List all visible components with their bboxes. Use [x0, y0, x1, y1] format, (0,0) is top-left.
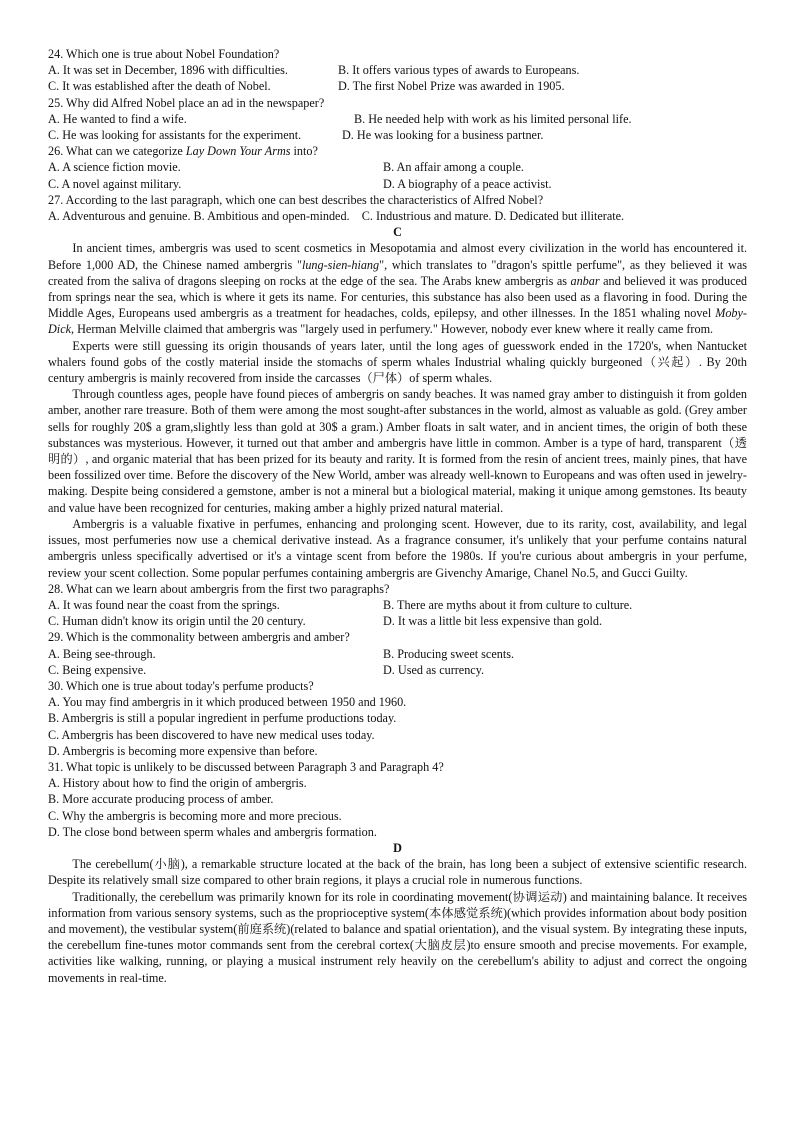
option: C. He was looking for assistants for the experiment. — [48, 128, 302, 143]
option: C. Why the ambergris is becoming more and more precious. — [48, 808, 342, 823]
section-c-heading: C — [393, 225, 402, 240]
option: B. Producing sweet scents. — [383, 646, 514, 661]
question-25-options-row — [48, 111, 747, 127]
question-27-options: A. Adventurous and genuine. B. Ambitious and open-minded. C. Industrious and mature. D. Dedicated but illiterate. — [48, 209, 625, 224]
section-d-heading: D — [393, 840, 402, 855]
question-26-options-row — [48, 159, 747, 175]
option: C. Ambergris has been discovered to have new medical uses today. — [48, 727, 375, 742]
question-26-stem: 26. What can we categorize Lay Down Your Arms into? — [48, 144, 318, 159]
question-25-stem: 25. Why did Alfred Nobel place an ad in the newspaper? — [48, 95, 325, 110]
option: D. The close bond between sperm whales and ambergris formation. — [48, 824, 377, 839]
option: B. An affair among a couple. — [383, 160, 524, 175]
option: A. You may find ambergris in it which produced between 1950 and 1960. — [48, 695, 407, 710]
passage-c-paragraph-3: Through countless ages, people have found pieces of ambergris on sandy beaches. It was named gray amber to distinguish it from golden amber, another rare treasure. Both of them were among the most sought-after substances in the world, almost as valuable as gold. (Grey amber sells for roughly 20$ a gram,slightly less than gold at 30$ a gram.) Amber floats in salt water, and in ancient times, the origin of both these substances was mysterious. However, it turned out that amber and ambergris have little in common. Amber is a type of hard, transparent（透明的）, and organic material that has been prized for its beauty and rarity. It is formed from the resin of ancient trees, mainly pines, that have been fossilized over time. Before the discovery of the New World, amber was already well-known to Europeans and was often used in jewelry-making. Despite being considered a gemstone, amber is not a mineral but a biological material, making it unique among gemstones. Its beauty and value have been recognized for centuries, making amber a highly prized natural material. — [48, 387, 747, 515]
question-28-options-row — [48, 613, 747, 629]
passage-c-paragraph-2: Experts were still guessing its origin thousands of years later, until the long ages of guesswork ended in the 1720's, when Nantucket whalers found gobs of the costly material inside the stomachs of sperm whales Industrial whaling quickly burgeoned（兴起）. By 20th century ambergris is mainly recovered from inside the carcasses（尸体）of sperm whales. — [48, 338, 747, 386]
question-29-options-row — [48, 646, 747, 662]
question-29-options-row — [48, 662, 747, 678]
question-29-stem: 29. Which is the commonality between ambergris and amber? — [48, 630, 350, 645]
option: C. A novel against military. — [48, 176, 182, 191]
question-25-options-row — [48, 127, 747, 143]
question-27-stem: 27. According to the last paragraph, which one can best describes the characteristics of Alfred Nobel? — [48, 192, 544, 207]
option: A. Being see-through. — [48, 646, 156, 661]
option: A. He wanted to find a wife. — [48, 111, 187, 126]
option: B. More accurate producing process of amber. — [48, 792, 274, 807]
option: B. It offers various types of awards to Europeans. — [338, 63, 580, 78]
passage-c-paragraph-4: Ambergris is a valuable fixative in perfumes, enhancing and prolonging scent. However, due to its rarity, cost, availability, and legal issues, most perfumeries now use a chemical derivative instead. As a fragrance consumer, it's unlikely that your perfume contains natural ambergris unless specifically advertised or it's a vintage scent from before the 1980s. If you're curious about ambergris in your perfume, review your scent collection. Some popular perfumes containing ambergris are Givenchy Amarige, Chanel No.5, and Gucci Guilty. — [48, 516, 747, 580]
option: C. It was established after the death of Nobel. — [48, 79, 271, 94]
option: D. It was a little bit less expensive than gold. — [383, 614, 602, 629]
option: A. History about how to find the origin of ambergris. — [48, 776, 307, 791]
question-24-options-row — [48, 62, 747, 78]
option: C. Being expensive. — [48, 662, 147, 677]
option: C. Human didn't know its origin until the 20 century. — [48, 614, 306, 629]
option: B. He needed help with work as his limited personal life. — [354, 111, 632, 126]
option: D. The first Nobel Prize was awarded in 1905. — [338, 79, 565, 94]
question-28-stem: 28. What can we learn about ambergris from the first two paragraphs? — [48, 581, 390, 596]
option: A. It was found near the coast from the springs. — [48, 597, 280, 612]
question-24-stem: 24. Which one is true about Nobel Foundation? — [48, 47, 280, 61]
passage-d-paragraph-2: Traditionally, the cerebellum was primarily known for its role in coordinating movement(协调运动) and maintaining balance. It receives information from various sensory systems, such as the proprioceptive system(本体感觉系统)(which provides information about body position and movement), the vestibular system(前庭系统)(related to balance and spatial orientation), and the visual system. By integrating these inputs, the cerebellum fine-tunes motor commands sent from the cerebral cortex(大脑皮层)to ensure smooth and precise movements. For example, activities like walking, running, or playing a musical instrument rely heavily on the cerebellum's ability to adjust and correct the ongoing movements in real-time. — [48, 889, 747, 985]
question-30-stem: 30. Which one is true about today's perfume products? — [48, 678, 314, 693]
option: D. A biography of a peace activist. — [383, 176, 552, 191]
passage-c-paragraph-1: In ancient times, ambergris was used to scent cosmetics in Mesopotamia and almost every civilization in the world has encountered it. Before 1,000 AD, the Chinese named ambergris "lung-sien-hiang", which translates to "dragon's spittle perfume", as they believed it was created from the saliva of dragons sleeping on rocks at the edge of the sea. The Arabs knew ambergris as anbar and believed it was produced from springs near the sea, which is where it gets its name. For centuries, this substance has also been used as a flavoring in food. During the Middle Ages, Europeans used ambergris as a treatment for headaches, colds, epilepsy, and other illnesses. In the 1851 whaling novel Moby-Dick, Herman Melville claimed that ambergris was "largely used in perfumery." However, nobody ever knew where it really came from. — [48, 241, 748, 337]
question-28-options-row — [48, 597, 747, 613]
option: B. Ambergris is still a popular ingredient in perfume productions today. — [48, 711, 397, 726]
question-26-options-row — [48, 176, 747, 192]
option: A. A science fiction movie. — [48, 160, 181, 175]
passage-d-paragraph-1: The cerebellum(小脑), a remarkable structure located at the back of the brain, has long been a subject of extensive scientific research. Despite its relatively small size compared to other brain regions, it plays a crucial role in numerous functions. — [48, 857, 747, 888]
option: A. It was set in December, 1896 with difficulties. — [48, 63, 288, 78]
option: D. Used as currency. — [383, 662, 485, 677]
option: B. There are myths about it from culture to culture. — [383, 597, 633, 612]
question-24-options-row — [48, 78, 747, 94]
question-31-stem: 31. What topic is unlikely to be discussed between Paragraph 3 and Paragraph 4? — [48, 759, 444, 774]
option: D. He was looking for a business partner. — [342, 128, 544, 143]
option: D. Ambergris is becoming more expensive than before. — [48, 743, 318, 758]
